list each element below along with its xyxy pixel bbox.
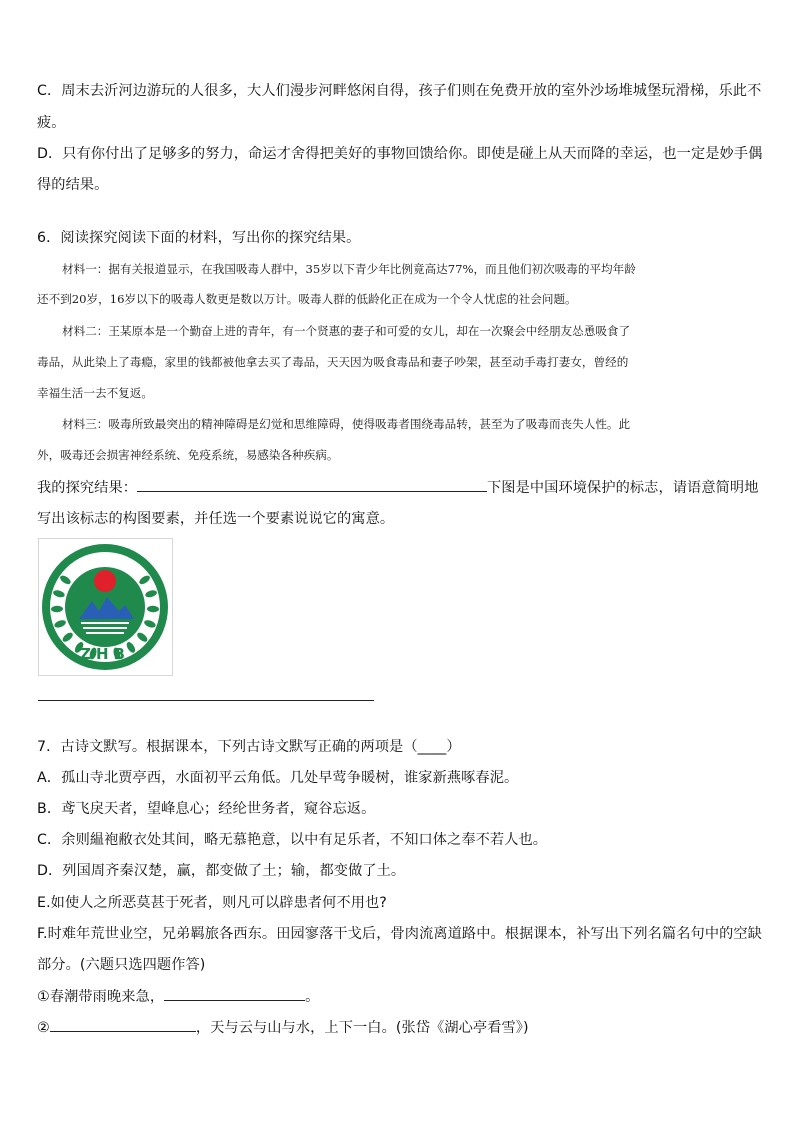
environment-logo-image	[38, 538, 173, 676]
q5-option-d-line1: D．只有你付出了足够多的努力，命运才舍得把美好的事物回馈给你。即使是碰上从天而降的幸运，也一定是妙手偶	[37, 146, 763, 162]
q7-option-a: A．孤山寺北贾亭西，水面初平云角低。几处早莺争暖树，谁家新燕啄春泥。	[37, 770, 519, 786]
q7-fill2-prefix: ②	[37, 1020, 50, 1036]
logo-text: ZHB	[80, 645, 130, 663]
q7-fill1	[37, 986, 319, 1008]
q6-material1-line2: 还不到20岁，16岁以下的吸毒人数更是数以万计。吸毒人群的低龄化正在成为一个令人忧虑的社会问题。	[37, 292, 577, 306]
q7-option-f-line2: 部分。(六题只选四题作答)	[37, 957, 206, 973]
q6-result-blank[interactable]	[137, 477, 487, 492]
q6-material2-line2: 毒品，从此染上了毒瘾，家里的钱都被他拿去买了毒品，天天因为吸食毒品和妻子吵架，甚至动手毒打妻女，曾经的	[37, 355, 629, 369]
q7-option-f-line1: F.时难年荒世业空，兄弟羁旅各西东。田园寥落干戈后，骨肉流离道路中。根据课本，补写出下列名篇名句中的空缺	[37, 926, 762, 942]
q7-option-b: B．鸢飞戾天者，望峰息心；经纶世务者，窥谷忘返。	[37, 801, 376, 817]
environment-logo-svg	[39, 539, 172, 675]
q6-material1-line1: 材料一：据有关报道显示，在我国吸毒人群中，35岁以下青少年比例竟高达77%，而且他们初次吸毒的平均年龄	[62, 262, 636, 276]
q6-result-tail: 下图是中国环境保护的标志，请语意简明地	[487, 480, 759, 496]
q6-material3-line2: 外，吸毒还会损害神经系统、免疫系统，易感染各种疾病。	[37, 448, 339, 462]
q6-answer-line[interactable]	[38, 700, 374, 701]
q7-fill2-blank[interactable]	[50, 1017, 196, 1032]
q6-material3-line1: 材料三：吸毒所致最突出的精神障碍是幻觉和思维障碍，使得吸毒者围绕毒品转，甚至为了吸毒而丧失人性。此	[62, 417, 631, 431]
q6-result-line	[37, 477, 758, 499]
q6-prompt: 6．阅读探究阅读下面的材料，写出你的探究结果。	[37, 230, 361, 246]
sun-icon	[94, 570, 116, 592]
q6-result-label: 我的探究结果：	[37, 480, 138, 496]
q7-fill1-prefix: ①春潮带雨晚来急，	[37, 989, 165, 1005]
q7-prompt: 7．古诗文默写。根据课本，下列古诗文默写正确的两项是（____）	[37, 739, 461, 755]
q7-fill1-suffix: 。	[305, 989, 320, 1005]
q7-fill2-suffix: ，天与云与山与水，上下一白。(张岱《湖心亭看雪》)	[195, 1020, 529, 1036]
q6-logo-task: 写出该标志的构图要素，并任选一个要素说说它的寓意。	[37, 511, 395, 527]
q7-option-c: C．余则緼袍敝衣处其间，略无慕艳意，以中有足乐者，不知口体之奉不若人也。	[37, 832, 548, 848]
q7-fill2	[37, 1017, 529, 1039]
q5-option-d-line2: 得的结果。	[37, 177, 109, 193]
q7-option-d: D．列国周齐秦汉楚，赢，都变做了土；输，都变做了土。	[37, 863, 406, 879]
q5-option-c-line1: C．周末去沂河边游玩的人很多，大人们漫步河畔悠闲自得，孩子们则在免费开放的室外沙场堆城堡玩滑梯，乐此不	[37, 83, 762, 99]
q5-option-c-line2: 疲。	[37, 115, 66, 131]
q7-option-e: E.如使人之所恶莫甚于死者，则凡可以辟患者何不用也?	[37, 895, 387, 911]
q6-material2-line3: 幸福生活一去不复返。	[37, 386, 153, 400]
q6-material2-line1: 材料二：王某原本是一个勤奋上进的青年，有一个贤惠的妻子和可爱的女儿，却在一次聚会中经朋友怂恿吸食了	[62, 324, 631, 338]
q7-fill1-blank[interactable]	[164, 986, 305, 1001]
